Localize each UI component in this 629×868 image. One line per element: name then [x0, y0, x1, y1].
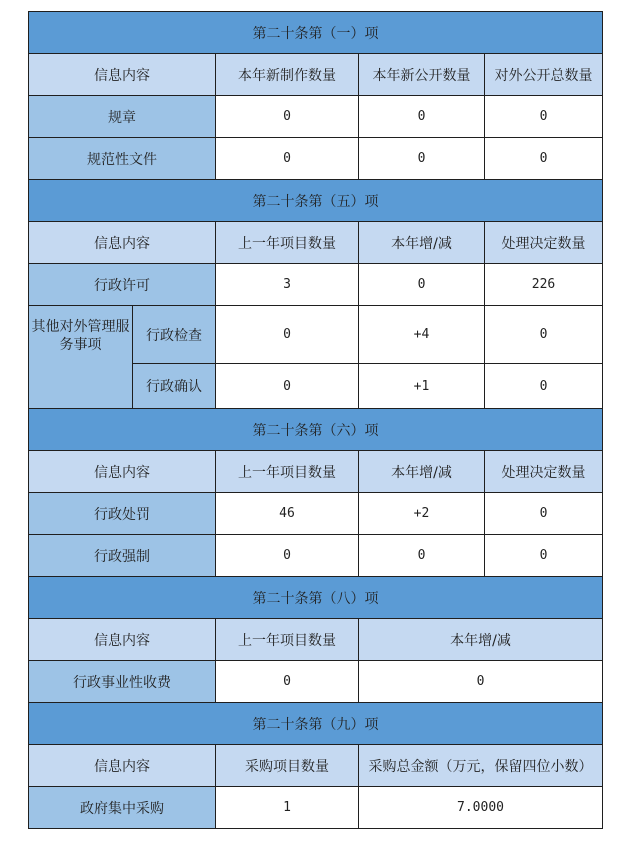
- row-label: 政府集中采购: [29, 787, 216, 829]
- header-row: [29, 54, 603, 96]
- section-title: 第二十条第（六）项: [29, 409, 603, 451]
- table-row: [29, 138, 603, 180]
- header-cell: 上一年项目数量: [216, 619, 359, 661]
- value-cell: 0: [359, 96, 485, 138]
- section-title-row: [29, 703, 603, 745]
- header-cell: 采购项目数量: [216, 745, 359, 787]
- value-cell: +4: [359, 306, 485, 364]
- row-label: 规章: [29, 96, 216, 138]
- value-cell: 0: [216, 138, 359, 180]
- section-title: 第二十条第（八）项: [29, 577, 603, 619]
- value-cell: 0: [359, 138, 485, 180]
- value-cell: 0: [216, 306, 359, 364]
- header-cell: 上一年项目数量: [216, 451, 359, 493]
- row-label: 行政处罚: [29, 493, 216, 535]
- value-cell: 0: [485, 364, 603, 409]
- disclosure-table: [28, 11, 603, 829]
- table-row: [29, 96, 603, 138]
- header-cell: 处理决定数量: [485, 451, 603, 493]
- table-row: [29, 306, 603, 364]
- header-cell: 上一年项目数量: [216, 222, 359, 264]
- section-title: 第二十条第（九）项: [29, 703, 603, 745]
- value-cell: +1: [359, 364, 485, 409]
- value-cell: 0: [216, 535, 359, 577]
- section-title: 第二十条第（一）项: [29, 12, 603, 54]
- section-title-row: [29, 577, 603, 619]
- header-cell: 信息内容: [29, 451, 216, 493]
- value-cell: 0: [216, 364, 359, 409]
- row-label: 行政确认: [133, 364, 216, 409]
- header-cell: 处理决定数量: [485, 222, 603, 264]
- value-cell: 0: [216, 96, 359, 138]
- header-cell: 采购总金额（万元，保留四位小数）: [359, 745, 603, 787]
- value-cell: 0: [485, 493, 603, 535]
- header-cell: 信息内容: [29, 619, 216, 661]
- row-label: 行政许可: [29, 264, 216, 306]
- header-row: [29, 619, 603, 661]
- header-cell: 对外公开总数量: [485, 54, 603, 96]
- header-cell: 本年新制作数量: [216, 54, 359, 96]
- value-cell: 3: [216, 264, 359, 306]
- value-cell: 0: [359, 264, 485, 306]
- header-cell: 信息内容: [29, 745, 216, 787]
- table-row: [29, 787, 603, 829]
- value-cell: 226: [485, 264, 603, 306]
- value-cell: +2: [359, 493, 485, 535]
- other-services-label: 其他对外管理服务事项: [29, 306, 133, 409]
- section-title: 第二十条第（五）项: [29, 180, 603, 222]
- value-cell: 0: [485, 306, 603, 364]
- section-title-row: [29, 180, 603, 222]
- header-row: [29, 745, 603, 787]
- table-row: [29, 661, 603, 703]
- value-cell: 7.0000: [359, 787, 603, 829]
- header-row: [29, 222, 603, 264]
- table-row: [29, 535, 603, 577]
- row-label: 行政事业性收费: [29, 661, 216, 703]
- table-row: [29, 264, 603, 306]
- section-title-row: [29, 12, 603, 54]
- header-cell: 本年增/减: [359, 451, 485, 493]
- header-cell: 本年新公开数量: [359, 54, 485, 96]
- header-cell: 信息内容: [29, 222, 216, 264]
- value-cell: 46: [216, 493, 359, 535]
- row-label: 规范性文件: [29, 138, 216, 180]
- header-row: [29, 451, 603, 493]
- header-cell: 本年增/减: [359, 222, 485, 264]
- header-cell: 信息内容: [29, 54, 216, 96]
- value-cell: 0: [216, 661, 359, 703]
- value-cell: 1: [216, 787, 359, 829]
- value-cell: 0: [359, 661, 603, 703]
- value-cell: 0: [485, 138, 603, 180]
- table-row: [29, 493, 603, 535]
- section-title-row: [29, 409, 603, 451]
- value-cell: 0: [359, 535, 485, 577]
- row-label: 行政检查: [133, 306, 216, 364]
- header-cell: 本年增/减: [359, 619, 603, 661]
- value-cell: 0: [485, 535, 603, 577]
- row-label: 行政强制: [29, 535, 216, 577]
- value-cell: 0: [485, 96, 603, 138]
